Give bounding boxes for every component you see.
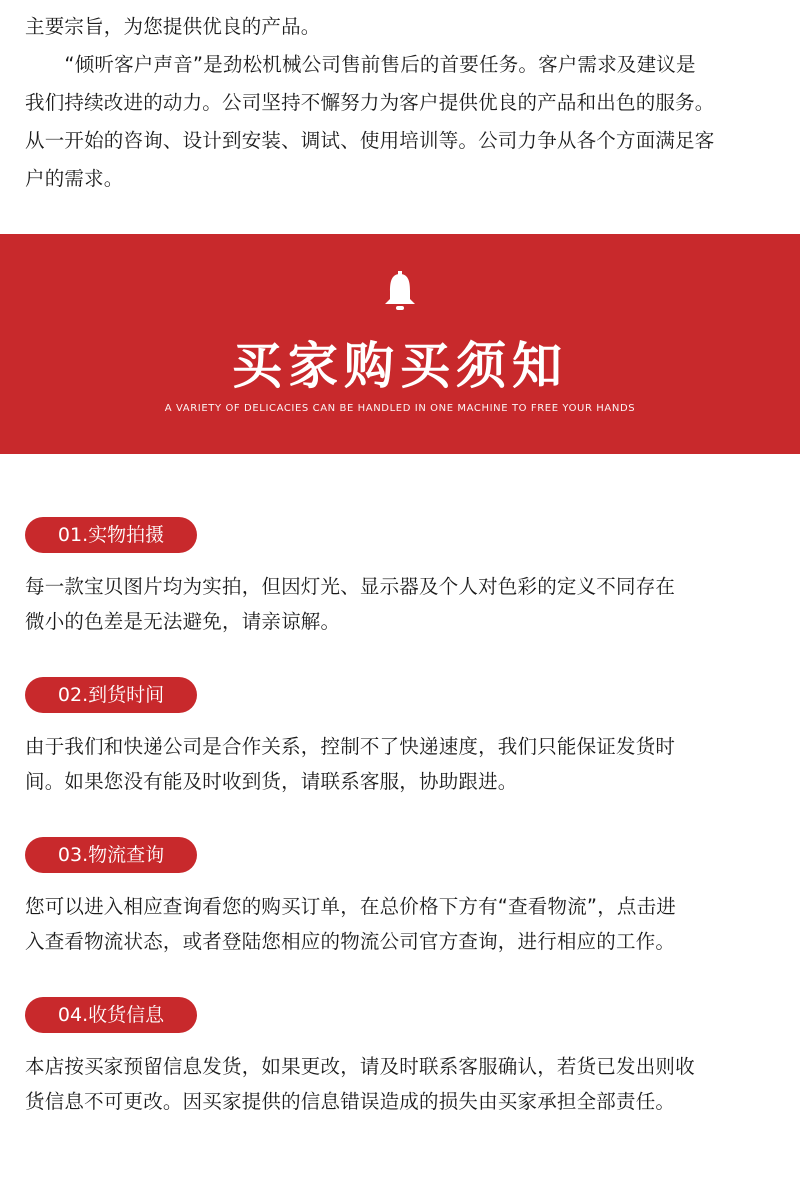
section-line: 间。如果您没有能及时收到货，请联系客服，协助跟进。 bbox=[25, 770, 518, 793]
banner-title: 买家购买须知 bbox=[232, 337, 568, 395]
section-label: 01.实物拍摄 bbox=[25, 517, 197, 553]
section-line: 货信息不可更改。因买家提供的信息错误造成的损失由买家承担全部责任。 bbox=[25, 1090, 676, 1113]
intro-line: 户的需求。 bbox=[25, 167, 124, 190]
section-line: 本店按买家预留信息发货，如果更改，请及时联系客服确认，若货已发出则收 bbox=[25, 1055, 695, 1078]
intro-text bbox=[25, 8, 785, 198]
section-receipt-info bbox=[25, 997, 785, 1119]
section-delivery-time bbox=[25, 677, 785, 799]
section-line: 微小的色差是无法避免，请亲谅解。 bbox=[25, 610, 341, 633]
section-photos bbox=[25, 517, 785, 639]
intro-line: “倾听客户声音”是劲松机械公司售前售后的首要任务。客户需求及建议是 bbox=[25, 53, 696, 76]
intro-line: 从一开始的咨询、设计到安装、调试、使用培训等。公司力争从各个方面满足客 bbox=[25, 129, 715, 152]
notice-banner bbox=[0, 234, 800, 454]
section-label: 04.收货信息 bbox=[25, 997, 197, 1033]
banner-subtitle: A VARIETY OF DELICACIES CAN BE HANDLED IN ONE MACHINE TO FREE YOUR HANDS bbox=[164, 403, 636, 414]
bell-icon bbox=[383, 271, 417, 311]
section-line: 由于我们和快递公司是合作关系，控制不了快递速度，我们只能保证发货时 bbox=[25, 735, 676, 758]
intro-line: 我们持续改进的动力。公司坚持不懈努力为客户提供优良的产品和出色的服务。 bbox=[25, 91, 715, 114]
section-label: 03.物流查询 bbox=[25, 837, 197, 873]
section-label: 02.到货时间 bbox=[25, 677, 197, 713]
intro-line: 主要宗旨，为您提供优良的产品。 bbox=[25, 15, 321, 38]
section-logistics bbox=[25, 837, 785, 959]
section-line: 每一款宝贝图片均为实拍，但因灯光、显示器及个人对色彩的定义不同存在 bbox=[25, 575, 676, 598]
section-line: 您可以进入相应查询看您的购买订单，在总价格下方有“查看物流”，点击进 bbox=[25, 895, 677, 918]
section-line: 入查看物流状态，或者登陆您相应的物流公司官方查询，进行相应的工作。 bbox=[25, 930, 676, 953]
